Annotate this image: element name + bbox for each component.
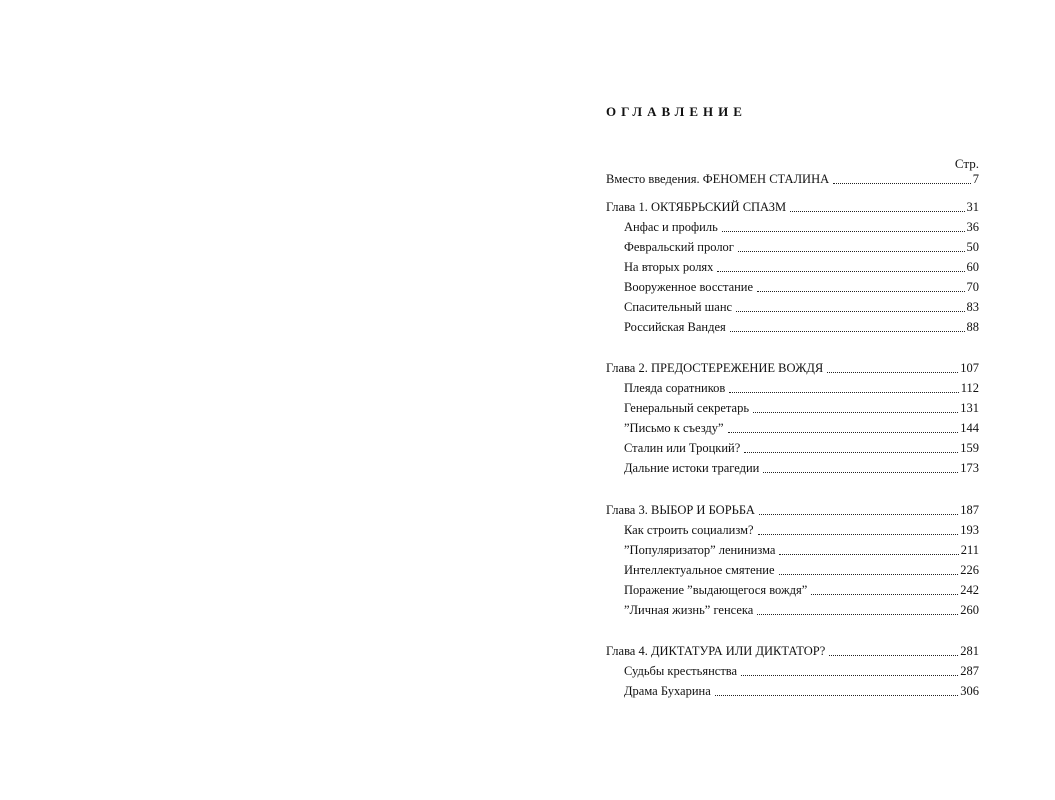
toc-entry-section — [624, 278, 979, 296]
toc-entry-page: 83 — [966, 300, 979, 314]
toc-entry-page: 112 — [960, 381, 979, 395]
toc-entry-title: Спасительный шанс — [624, 300, 733, 314]
toc-entry-title: Российская Вандея — [624, 320, 726, 334]
toc-entry-title: Дальние истоки трагедии — [624, 461, 760, 475]
dot-leader — [722, 231, 965, 232]
dot-leader — [741, 675, 958, 676]
toc-entry-page: 173 — [960, 461, 979, 475]
dot-leader — [757, 291, 964, 292]
toc-entry-title: Плеяда соратников — [624, 381, 726, 395]
toc-entry-title: ”Письмо к съезду” — [624, 421, 724, 435]
dot-leader — [779, 554, 958, 555]
toc-entry-section — [624, 521, 979, 539]
dot-leader — [829, 655, 958, 656]
toc-entry-section — [624, 439, 979, 457]
toc-entry-section — [624, 298, 979, 316]
toc-entry-page: 60 — [966, 260, 979, 274]
toc-entry-title: Глава 1. ОКТЯБРЬСКИЙ СПАЗМ — [606, 200, 787, 214]
toc-entry-title: Судьбы крестьянства — [624, 664, 738, 678]
toc-entry-page: 211 — [960, 543, 979, 557]
toc-entry-section — [624, 581, 979, 599]
toc-entry-page: 131 — [960, 401, 979, 415]
dot-leader — [753, 412, 958, 413]
toc-entry-section — [624, 318, 979, 336]
toc-entry-section — [624, 662, 979, 680]
toc-entry-title: Глава 3. ВЫБОР И БОРЬБА — [606, 503, 755, 517]
toc-entry-page: 7 — [972, 172, 979, 186]
toc-entry-page: 306 — [960, 684, 979, 698]
toc-entry-chapter-4 — [606, 642, 979, 660]
toc-entry-title: ”Личная жизнь” генсека — [624, 603, 754, 617]
toc-entry-title: Анфас и профиль — [624, 220, 718, 234]
dot-leader — [790, 211, 964, 212]
toc-entry-page: 226 — [960, 563, 979, 577]
dot-leader — [759, 514, 958, 515]
toc-entry-page: 31 — [966, 200, 979, 214]
dot-leader — [730, 331, 965, 332]
toc-entry-section — [624, 541, 979, 559]
toc-entry-page: 70 — [966, 280, 979, 294]
toc-entry-intro — [606, 170, 979, 188]
dot-leader — [827, 372, 958, 373]
toc-entry-page: 260 — [960, 603, 979, 617]
toc-entry-section — [624, 419, 979, 437]
toc-entry-title: Глава 4. ДИКТАТУРА ИЛИ ДИКТАТОР? — [606, 644, 826, 658]
toc-entry-title: Глава 2. ПРЕДОСТЕРЕЖЕНИЕ ВОЖДЯ — [606, 361, 824, 375]
toc-entry-page: 144 — [960, 421, 979, 435]
toc-entry-title: Драма Бухарина — [624, 684, 711, 698]
toc-entry-page: 107 — [960, 361, 979, 375]
dot-leader — [717, 271, 964, 272]
dot-leader — [833, 183, 971, 184]
dot-leader — [757, 614, 958, 615]
toc-entry-page: 50 — [966, 240, 979, 254]
dot-leader — [738, 251, 965, 252]
toc-entry-section — [624, 379, 979, 397]
toc-entry-section — [624, 601, 979, 619]
page-column-label: Стр. — [954, 156, 979, 171]
toc-entry-title: Генеральный секретарь — [624, 401, 750, 415]
toc-entry-title: На вторых ролях — [624, 260, 714, 274]
toc-entry-page: 281 — [960, 644, 979, 658]
toc-entry-title: Сталин или Троцкий? — [624, 441, 741, 455]
dot-leader — [729, 392, 958, 393]
toc-entry-title: Поражение ”выдающегося вождя” — [624, 583, 808, 597]
toc-entry-chapter-1 — [606, 198, 979, 216]
toc-entry-page: 36 — [966, 220, 979, 234]
toc-entry-section — [624, 561, 979, 579]
toc-entry-chapter-3 — [606, 501, 979, 519]
toc-entry-section — [624, 682, 979, 700]
toc-entry-title: Вместо введения. ФЕНОМЕН СТАЛИНА — [606, 172, 830, 186]
dot-leader — [763, 472, 958, 473]
toc-entry-page: 187 — [960, 503, 979, 517]
dot-leader — [811, 594, 958, 595]
toc-entry-section — [624, 258, 979, 276]
dot-leader — [758, 534, 959, 535]
toc-entry-page: 159 — [960, 441, 979, 455]
dot-leader — [715, 695, 959, 696]
toc-entry-page: 193 — [960, 523, 979, 537]
toc-entry-page: 287 — [960, 664, 979, 678]
toc-heading: ОГЛАВЛЕНИЕ — [606, 104, 747, 119]
toc-entry-title: Как строить социализм? — [624, 523, 754, 537]
dot-leader — [728, 432, 959, 433]
toc-entry-page: 88 — [966, 320, 979, 334]
toc-entry-title: Вооруженное восстание — [624, 280, 754, 294]
toc-entry-section — [624, 238, 979, 256]
toc-entry-chapter-2 — [606, 359, 979, 377]
dot-leader — [744, 452, 958, 453]
toc-entry-title: ”Популяризатор” ленинизма — [624, 543, 776, 557]
toc-entry-section — [624, 218, 979, 236]
toc-entry-section — [624, 399, 979, 417]
dot-leader — [736, 311, 964, 312]
toc-entry-section — [624, 459, 979, 477]
toc-entry-title: Февральский пролог — [624, 240, 734, 254]
dot-leader — [779, 574, 959, 575]
toc-entry-title: Интеллектуальное смятение — [624, 563, 775, 577]
toc-entry-page: 242 — [960, 583, 979, 597]
